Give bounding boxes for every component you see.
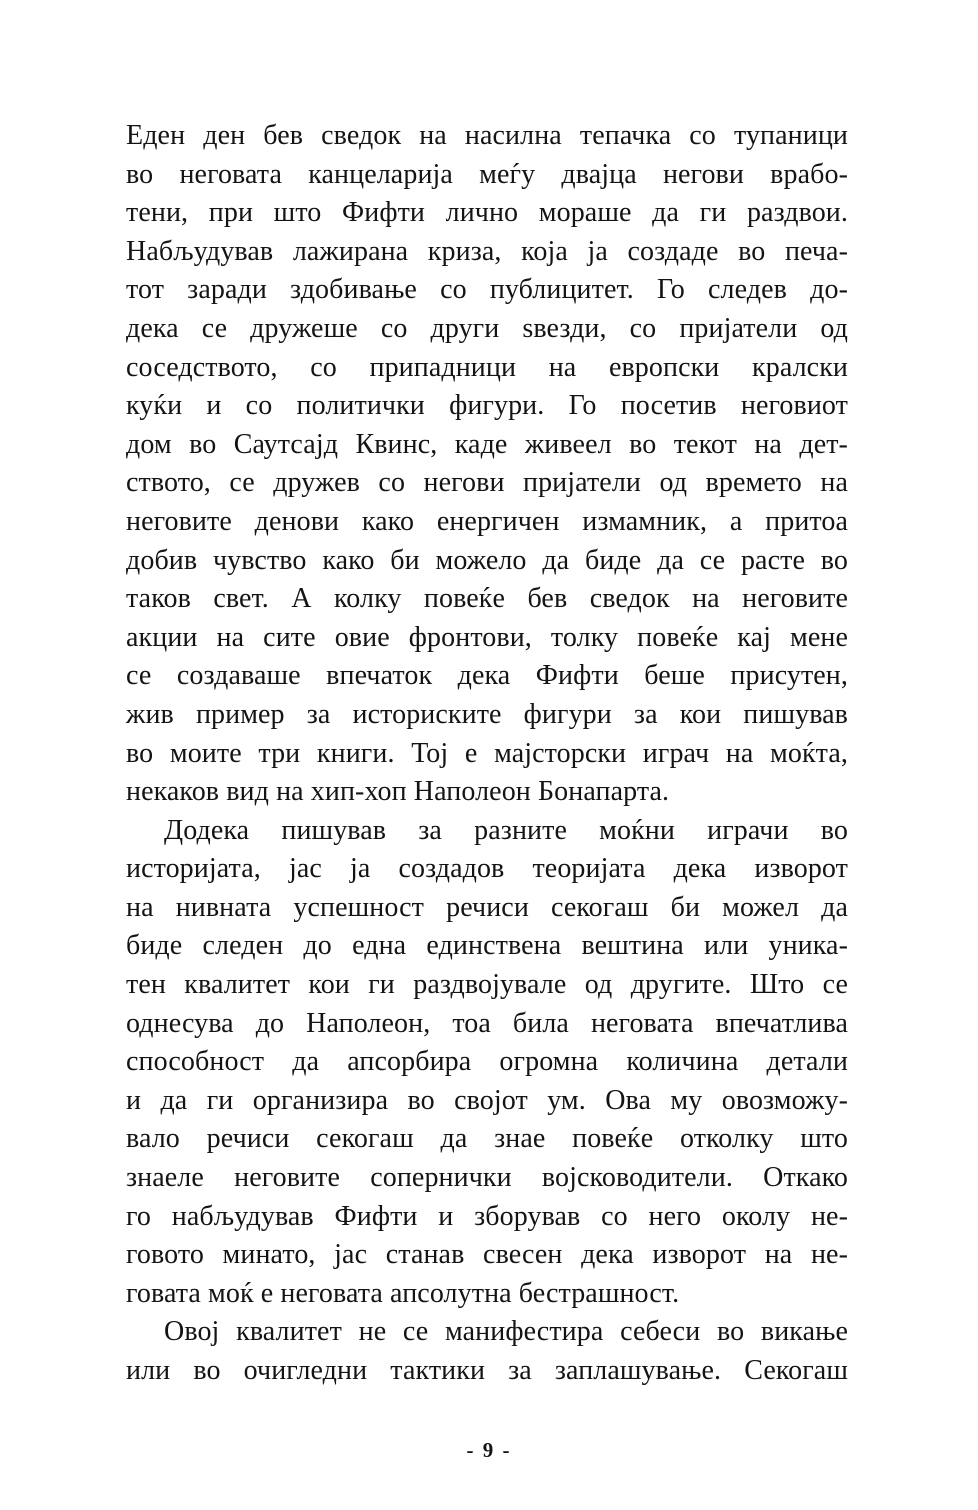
text-line: или во очигледни тактики за заплашување. Секогаш bbox=[126, 1355, 848, 1386]
text-line: вало речиси секогаш да знае повеќе отколку што bbox=[126, 1123, 848, 1155]
text-line: тот заради здобивање со публицитет. Го следев до- bbox=[126, 274, 848, 306]
text-line: и да ги организира во својот ум. Ова му овозможу- bbox=[126, 1084, 848, 1116]
text-line: говото минато, јас станав свесен дека изворот на не- bbox=[126, 1239, 848, 1271]
text-line: се создаваше впечаток дека Фифти беше присутен, bbox=[126, 660, 848, 692]
text-line: тен квалитет кои ги раздвојувале од другите. Што се bbox=[126, 969, 848, 1001]
text-line: биде следен до една единствена вештина или уника- bbox=[126, 930, 848, 962]
text-line: неговите денови како енергичен измамник, а притоа bbox=[126, 505, 848, 537]
text-line: Еден ден бев сведок на насилна тепачка со тупаници bbox=[126, 120, 848, 151]
text-line: тени, при што Фифти лично мораше да ги раздвои. bbox=[126, 197, 848, 229]
text-line: дом во Саутсајд Квинс, каде живеел во текот на дет- bbox=[126, 428, 848, 460]
text-line: историјата, јас ја создадов теоријата дека изворот bbox=[126, 853, 848, 885]
paragraph bbox=[126, 1313, 848, 1390]
text-line: во неговата канцеларија меѓу двајца негови врабо- bbox=[126, 158, 848, 190]
text-line: куќи и со политички фигури. Го посетив неговиот bbox=[126, 390, 848, 422]
text-line: некаков вид на хип-хоп Наполеон Бонапарта. bbox=[126, 776, 670, 808]
text-line: дека се дружеше со други ѕвезди, со пријатели од bbox=[126, 312, 848, 344]
text-line: во моите три книги. Тој е мајсторски играч на моќта, bbox=[126, 737, 848, 769]
text-line: соседството, со припадници на европски кралски bbox=[126, 351, 848, 383]
text-line: однесува до Наполеон, тоа била неговата впечатлива bbox=[126, 1007, 848, 1039]
paragraph bbox=[126, 812, 848, 1314]
text-line: Овој квалитет не се манифестира себеси во викање bbox=[164, 1316, 848, 1348]
text-line: Набљудував лажирана криза, која ја создаде во печа- bbox=[126, 235, 848, 267]
text-line: способност да апсорбира огромна количина детали bbox=[126, 1046, 848, 1078]
text-line: Додека пишував за разните моќни играчи во bbox=[164, 814, 848, 846]
text-line: жив пример за историските фигури за кои пишував bbox=[126, 698, 848, 730]
text-line: ството, се дружев со негови пријатели од времето на bbox=[126, 467, 848, 499]
paragraph bbox=[126, 117, 848, 812]
text-block bbox=[126, 117, 848, 1391]
text-line: акции на сите овие фронтови, толку повеќе кај мене bbox=[126, 621, 848, 653]
text-line: на нивната успешност речиси секогаш би можел да bbox=[126, 891, 848, 923]
text-line: говата моќ е неговата апсолутна бестрашност. bbox=[126, 1277, 680, 1309]
text-line: го набљудував Фифти и зборував со него околу не- bbox=[126, 1200, 848, 1232]
page-number: - 9 - bbox=[466, 1438, 512, 1462]
text-line: знаеле неговите сопернички војсководители. Откако bbox=[126, 1162, 848, 1194]
text-line: добив чувство како би можело да биде да се расте во bbox=[126, 544, 848, 576]
text-line: таков свет. А колку повеќе бев сведок на неговите bbox=[126, 583, 848, 615]
